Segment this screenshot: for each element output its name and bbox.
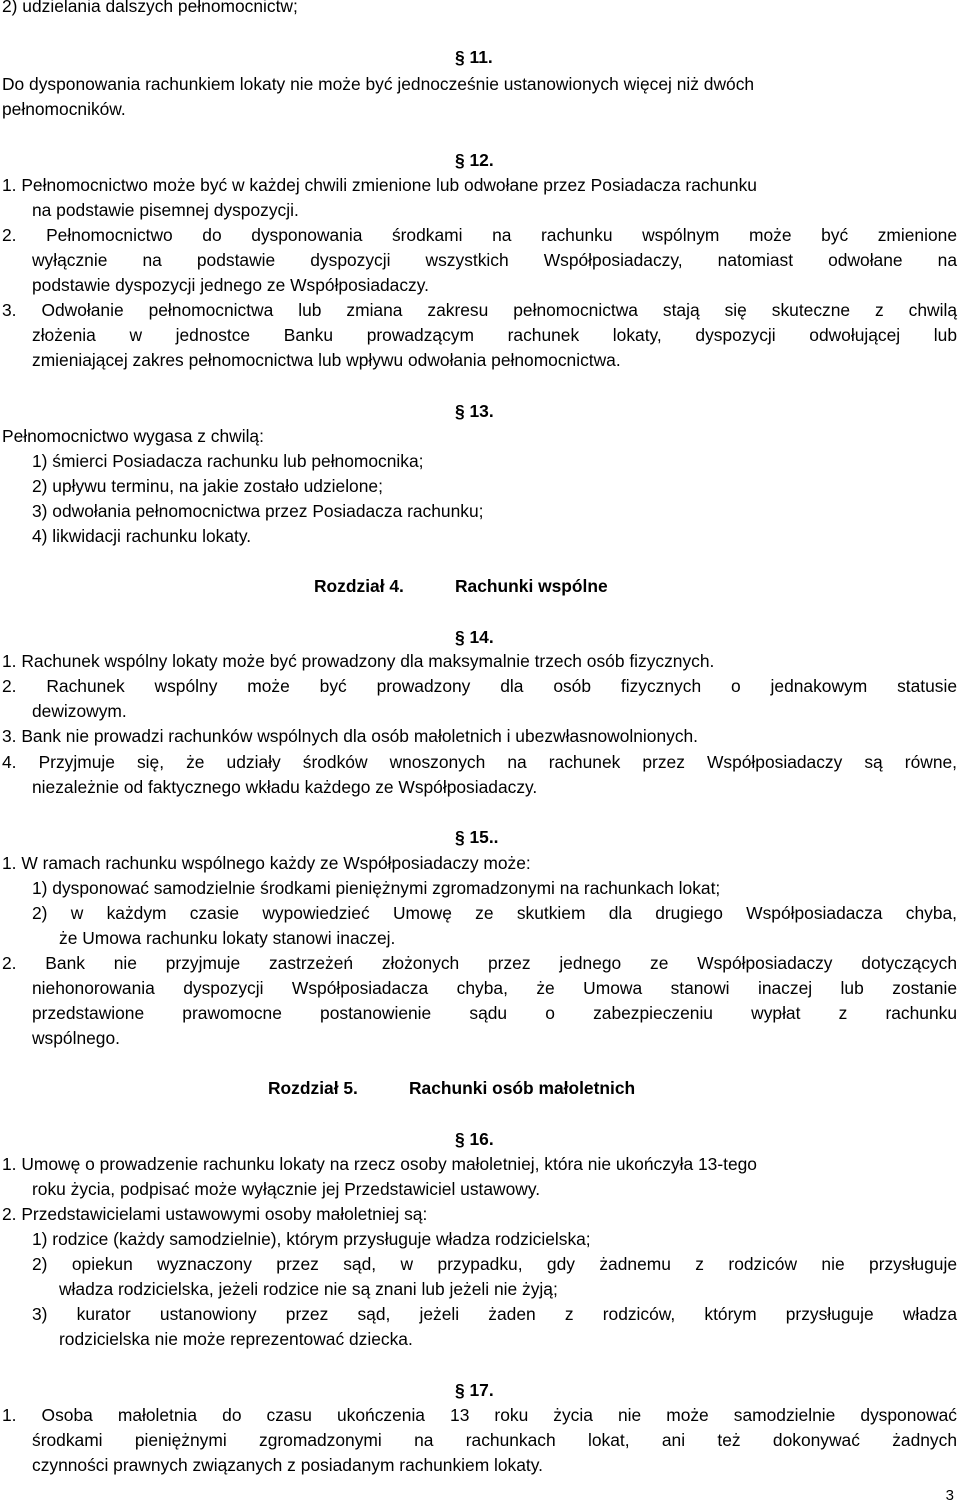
list-item: 1) dysponować samodzielnie środkami pieniężnymi zgromadzonymi na rachunkach lokat; [32, 878, 721, 898]
section-heading: § 14. [455, 627, 494, 647]
paragraph-line: dewizowym. [32, 701, 127, 721]
section-heading: § 11. [455, 47, 493, 67]
list-item: 2) opiekun wyznaczony przez sąd, w przypadku, gdy żadnemu z rodziców nie przysługuje [32, 1254, 957, 1274]
list-item: 1) rodzice (każdy samodzielnie), którym przysługuje władza rodzicielska; [32, 1229, 591, 1249]
paragraph-line: 3. Odwołanie pełnomocnictwa lub zmiana zakresu pełnomocnictwa stają się skuteczne z chwilą [2, 300, 957, 320]
list-item: 2) upływu terminu, na jakie zostało udzielone; [32, 476, 383, 496]
list-item: że Umowa rachunku lokaty stanowi inaczej. [59, 928, 396, 948]
paragraph-line: pełnomocników. [2, 99, 126, 119]
paragraph-line: Do dysponowania rachunkiem lokaty nie może być jednocześnie ustanowionych więcej niż dwóch [2, 74, 755, 94]
section-heading: § 15.. [455, 827, 499, 847]
paragraph-line: przedstawione prawomocne postanowienie sądu o zabezpieczeniu wypłat z rachunku [32, 1003, 957, 1023]
paragraph-line: 2. Rachunek wspólny może być prowadzony dla osób fizycznych o jednakowym statusie [2, 676, 957, 696]
paragraph-line: roku życia, podpisać może wyłącznie jej Przedstawiciel ustawowy. [32, 1179, 541, 1199]
chapter-title: Rachunki osób małoletnich [409, 1078, 636, 1098]
paragraph-line: wspólnego. [32, 1028, 120, 1048]
section-heading: § 16. [455, 1129, 494, 1149]
section-heading: § 13. [455, 401, 494, 421]
paragraph-line: złożenia w jednostce Banku prowadzącym rachunek lokaty, dyspozycji odwołującej lub [32, 325, 957, 345]
paragraph-line: podstawie dyspozycji jednego ze Współposiadaczy. [32, 275, 429, 295]
paragraph-line: wyłącznie na podstawie dyspozycji wszystkich Współposiadaczy, natomiast odwołane na [32, 250, 957, 270]
chapter-title: Rachunki wspólne [455, 576, 608, 596]
section-heading: § 17. [455, 1380, 494, 1400]
list-item: 4) likwidacji rachunku lokaty. [32, 526, 252, 546]
paragraph-line: niezależnie od faktycznego wkładu każdego ze Współposiadaczy. [32, 777, 538, 797]
section-heading: § 12. [455, 150, 494, 170]
paragraph-line: 1. W ramach rachunku wspólnego każdy ze Współposiadaczy może: [2, 853, 531, 873]
list-item: rodzicielska nie może reprezentować dziecka. [59, 1329, 413, 1349]
paragraph-line: 1. Pełnomocnictwo może być w każdej chwili zmienione lub odwołane przez Posiadacza rachunku [2, 175, 757, 195]
paragraph-line: 4. Przyjmuje się, że udziały środków wnoszonych na rachunek przez Współposiadaczy są równe, [2, 752, 957, 772]
paragraph-line: Pełnomocnictwo wygasa z chwilą: [2, 426, 264, 446]
paragraph-line: 1. Osoba małoletnia do czasu ukończenia 13 roku życia nie może samodzielnie dysponować [2, 1405, 957, 1425]
paragraph-line: 2. Przedstawicielami ustawowymi osoby małoletniej są: [2, 1204, 428, 1224]
paragraph-line: na podstawie pisemnej dyspozycji. [32, 200, 299, 220]
list-item: 2) w każdym czasie wypowiedzieć Umowę ze skutkiem dla drugiego Współposiadacza chyba, [32, 903, 957, 923]
chapter-label: Rozdział 5. [268, 1078, 358, 1098]
paragraph-line: środkami pieniężnymi zgromadzonymi na rachunkach lokat, ani też dokonywać żadnych [32, 1430, 957, 1450]
chapter-label: Rozdział 4. [314, 576, 404, 596]
paragraph-line: zmieniającej zakres pełnomocnictwa lub wpływu odwołania pełnomocnictwa. [32, 350, 621, 370]
paragraph-line: 3. Bank nie prowadzi rachunków wspólnych dla osób małoletnich i ubezwłasnowolnionych. [2, 726, 699, 746]
page-number: 3 [945, 1487, 954, 1504]
paragraph-line: 2. Bank nie przyjmuje zastrzeżeń złożonych przez jednego ze Współposiadaczy dotyczących [2, 953, 957, 973]
paragraph-line: czynności prawnych związanych z posiadanym rachunkiem lokaty. [32, 1455, 543, 1475]
list-item: 1) śmierci Posiadacza rachunku lub pełnomocnika; [32, 451, 424, 471]
list-item: 2) udzielania dalszych pełnomocnictw; [2, 0, 298, 16]
paragraph-line: 1. Rachunek wspólny lokaty może być prowadzony dla maksymalnie trzech osób fizycznych. [2, 651, 715, 671]
paragraph-line: 1. Umowę o prowadzenie rachunku lokaty na rzecz osoby małoletniej, która nie ukończyła 13-tego [2, 1154, 757, 1174]
list-item: 3) kurator ustanowiony przez sąd, jeżeli żaden z rodziców, którym przysługuje władza [32, 1304, 957, 1324]
paragraph-line: 2. Pełnomocnictwo do dysponowania środkami na rachunku wspólnym może być zmienione [2, 225, 957, 245]
paragraph-line: niehonorowania dyspozycji Współposiadacza chyba, że Umowa stanowi inaczej lub zostanie [32, 978, 957, 998]
list-item: władza rodzicielska, jeżeli rodzice nie są znani lub jeżeli nie żyją; [59, 1279, 558, 1299]
list-item: 3) odwołania pełnomocnictwa przez Posiadacza rachunku; [32, 501, 484, 521]
